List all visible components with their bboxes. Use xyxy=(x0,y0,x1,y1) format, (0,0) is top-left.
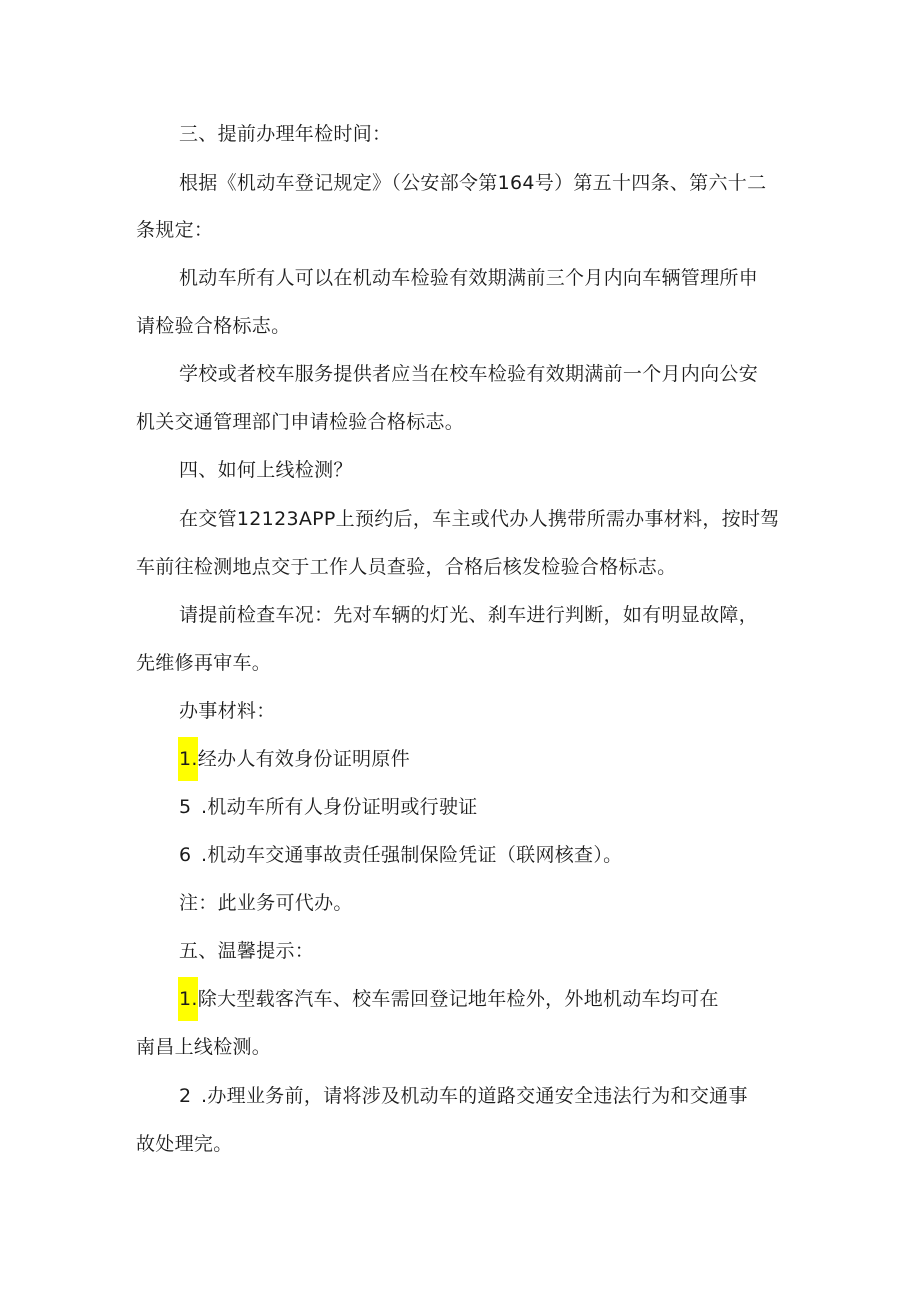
tip-item-2-line-2: 故处理完。 xyxy=(136,1133,233,1155)
tip-item-1-text: 除大型载客汽车、校车需回登记地年检外，外地机动车均可在 xyxy=(197,988,719,1010)
tip-item-2-text: .办理业务前，请将涉及机动车的道路交通安全违法行为和交通事 xyxy=(201,1085,748,1107)
material-item-3-number: 6 xyxy=(179,844,192,866)
paragraph-regulation-line-2: 条规定： xyxy=(136,219,214,241)
highlighted-number: 1. xyxy=(178,737,198,781)
paragraph-owner-line-2: 请检验合格标志。 xyxy=(136,315,291,337)
note-text: 注：此业务可代办。 xyxy=(179,892,353,914)
highlighted-number: 1. xyxy=(178,977,198,1021)
material-item-1 xyxy=(178,745,410,773)
tip-item-1-line-1 xyxy=(178,985,719,1013)
tip-item-2-number: 2 xyxy=(179,1085,192,1107)
material-item-2-text: .机动车所有人身份证明或行驶证 xyxy=(201,796,478,818)
paragraph-app-line-1: 在交管12123APP上预约后，车主或代办人携带所需办事材料，按时驾 xyxy=(179,508,780,530)
section-heading-5: 五、温馨提示： xyxy=(179,940,315,962)
paragraph-school-line-2: 机关交通管理部门申请检验合格标志。 xyxy=(136,411,465,433)
paragraph-school-line-1: 学校或者校车服务提供者应当在校车检验有效期满前一个月内向公安 xyxy=(179,363,759,385)
tip-item-1-line-2: 南昌上线检测。 xyxy=(136,1036,272,1058)
material-item-3 xyxy=(179,841,622,869)
material-item-3-text: .机动车交通事故责任强制保险凭证（联网核查）。 xyxy=(201,844,623,866)
section-heading-4: 四、如何上线检测？ xyxy=(179,459,353,481)
material-item-1-text: 经办人有效身份证明原件 xyxy=(197,748,411,770)
paragraph-owner-line-1: 机动车所有人可以在机动车检验有效期满前三个月内向车辆管理所申 xyxy=(179,267,759,289)
material-item-2 xyxy=(179,793,478,821)
material-item-2-number: 5 xyxy=(179,796,192,818)
paragraph-regulation-line-1: 根据《机动车登记规定》（公安部令第164号）第五十四条、第六十二 xyxy=(179,172,767,194)
paragraph-app-line-2: 车前往检测地点交于工作人员查验，合格后核发检验合格标志。 xyxy=(136,556,677,578)
section-heading-3: 三、提前办理年检时间： xyxy=(179,123,392,145)
materials-heading: 办事材料： xyxy=(179,700,276,722)
paragraph-check-line-1: 请提前检查车况：先对车辆的灯光、刹车进行判断，如有明显故障， xyxy=(179,604,759,626)
tip-item-2-line-1 xyxy=(179,1082,748,1110)
paragraph-check-line-2: 先维修再审车。 xyxy=(136,652,272,674)
